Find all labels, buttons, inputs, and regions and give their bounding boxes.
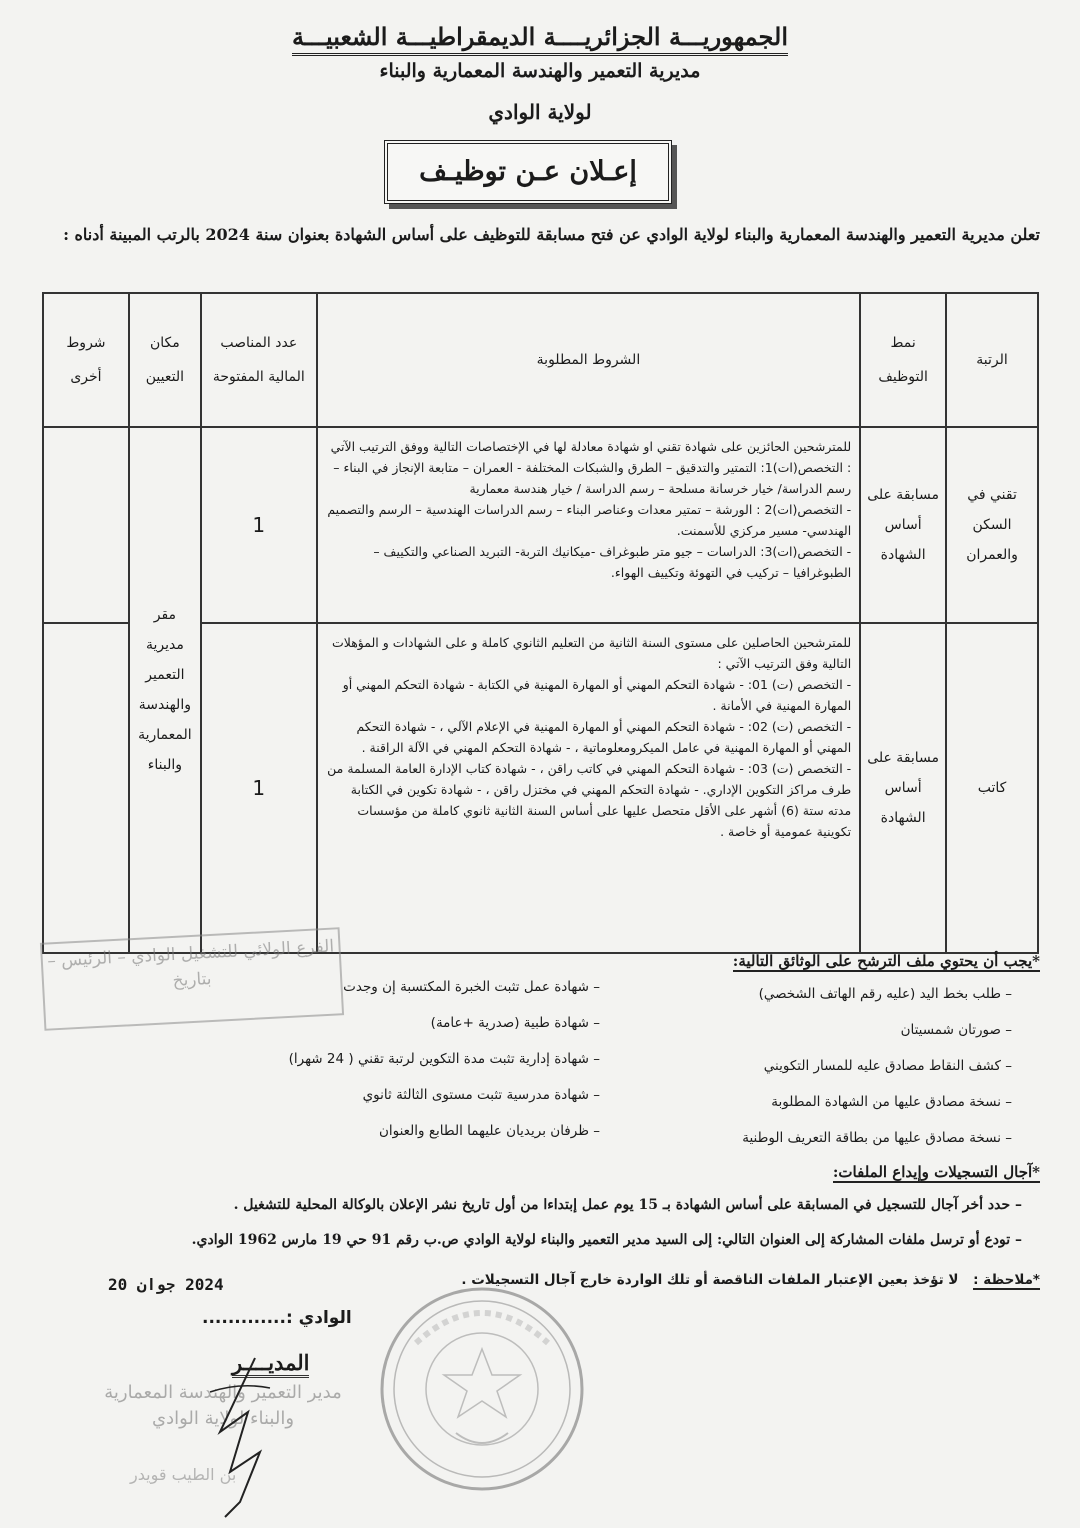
table-header-row — [43, 293, 1038, 427]
header-conditions: الشروط المطلوبة — [317, 293, 860, 427]
list-item: – نسخة مصادق عليها من الشهادة المطلوبة — [771, 1094, 1012, 1110]
condition-text: للمترشحين الحائزين على شهادة تقني او شهادة معادلة لها في الإختصاصات التالية ووفق الترتيب الآتي : التخصص(ات)1: التمتير والتدقيق – الطرق والشبكات المختلفة - العمران – متابعة الإنجاز في البناء – رسم الدراسة/ خيار خرسانة مسلحة – رسم الدراسة / خيار هندسة معمارية — [330, 439, 852, 496]
table-row — [43, 427, 1038, 623]
list-item: – شهادة إدارية تثبت مدة التكوين لرتبة تقني ( 24 شهرا) — [288, 1051, 600, 1067]
condition-text: - التخصص(ات)2 : الورشة – تمتير معدات وعناصر البناء – رسم الدراسات الهندسية – الرسم والتصميم الهندسي- مسير مركزي للأسمنت. — [327, 502, 852, 538]
list-item: – صورتان شمسيتان — [900, 1022, 1012, 1038]
employment-agency-stamp: الفرع الولائي للتشغيل الوادي – الرئيس – بتاريخ — [40, 927, 344, 1031]
note-label: *ملاحظة : — [973, 1272, 1040, 1288]
rank-cell: تقني في السكن والعمران — [946, 427, 1038, 623]
rank-cell: كاتب — [946, 623, 1038, 953]
faded-director-name: بن الطيب قويدر — [130, 1465, 237, 1484]
wilaya-header: لولاية الوادي — [488, 100, 592, 124]
list-item: – ظرفان بريديان عليهما الطابع والعنوان — [378, 1123, 600, 1139]
mode-cell: مسابقة على أساس الشهادة — [860, 427, 946, 623]
condition-text: - التخصص (ت) 01: - شهادة التحكم المهني أو المهارة المهنية في الكتابة - شهادة التحكم المهني أو المهارة المهنية في الأمانة . — [342, 677, 852, 713]
condition-text: - التخصص (ت) 02: - شهادة التحكم المهني أو المهارة المهنية في الإعلام الآلي ، - شهادة التحكم المهني أو المهارة المهنية في عامل الميكرومعلوماتية ، - شهادة التحكم المهني في الآلة الراقنة . — [356, 719, 852, 755]
other-cell — [43, 427, 129, 623]
conditions-cell — [317, 427, 860, 623]
place-cell: مقر مديرية التعمير والهندسة المعمارية والبناء — [129, 427, 201, 953]
list-item: – شهادة طبية (صدرية +عامة) — [430, 1015, 600, 1031]
signature-place: الوادي :............. — [202, 1308, 352, 1328]
list-item: – شهادة مدرسية تثبت مستوى الثالثة ثانوي — [362, 1087, 600, 1103]
list-item: – نسخة مصادق عليها من بطاقة التعريف الوطنية — [742, 1130, 1012, 1146]
signature-date: 2024 جوان 20 — [108, 1275, 224, 1294]
documents-list-right — [652, 986, 1012, 1166]
intro-paragraph: تعلن مديرية التعمير والهندسة المعمارية والبناء لولاية الوادي عن فتح مسابقة للتوظيف على أساس الشهادة بعنوان سنة 2024 بالرتب المبينة أدناه : — [63, 225, 1040, 244]
posts-cell: 1 — [201, 427, 317, 623]
condition-text: للمترشحين الحاصلين على مستوى السنة الثانية من التعليم الثانوي كاملة و على الشهادات و المؤهلات التالية وفق الترتيب الآتي : — [331, 635, 852, 671]
list-item: – طلب بخط اليد (عليه رقم الهاتف الشخصي) — [758, 986, 1012, 1002]
list-item: – شهادة عمل تثبت الخبرة المكتسبة إن وجدت — [343, 979, 600, 995]
faded-director-stamp: مدير التعمير والهندسة المعمارية والبناء لولاية الوادي — [104, 1382, 342, 1429]
handwritten-signature — [200, 1352, 280, 1522]
republic-header: الجمهوريـــة الجزائريــــة الديمقراطيـــة الشعبيـــة — [0, 22, 1080, 51]
posts-cell: 1 — [201, 623, 317, 953]
note-text: لا تؤخذ بعين الإعتبار الملفات الناقصة أو تلك الواردة خارج آجال التسجيلات . — [461, 1272, 959, 1288]
list-item: – كشف النقاط مصادق عليه للمسار التكويني — [763, 1058, 1012, 1074]
other-cell — [43, 623, 129, 953]
deadline-line: – حدد أخر آجال للتسجيل في المسابقة على أساس الشهادة بـ 15 يوم عمل إبتداءا من أول تاريخ نشر الإعلان بالوكالة المحلية للتشغيل . — [233, 1197, 1022, 1213]
header-place: مكان التعيين — [129, 293, 201, 427]
condition-text: - التخصص (ت) 03: - شهادة التحكم المهني في كاتب راقن ، - شهادة كتاب الإدارة العامة المسلمة من طرف مراكز التكوين الإداري. - شهادة التحكم المهني في مختزل راقن ، - شهادة تكوين في الكتابة مدته ستة (6) أشهر على الأقل متحصل عليها على أساس السنة الثانية ثانوي كاملة من مؤسسات تكوينية عمومية أو خاصة . — [327, 761, 852, 839]
jobs-table — [42, 292, 1039, 954]
conditions-cell — [317, 623, 860, 953]
header-other: شروط أخرى — [43, 293, 129, 427]
director-title: المديــــر — [232, 1350, 309, 1375]
note — [240, 1272, 1040, 1288]
documents-heading: *يجب أن يحتوي ملف الترشح على الوثائق التالية: — [732, 952, 1040, 970]
header-rank: الرتبة — [946, 293, 1038, 427]
deadline-line: – تودع أو ترسل ملفات المشاركة إلى العنوان التالي: إلى السيد مدير التعمير والبناء لولاية الوادي ص.ب رقم 91 حي 19 مارس 1962 الوادي. — [191, 1232, 1022, 1248]
mode-cell: مسابقة على أساس الشهادة — [860, 623, 946, 953]
header-mode: نمط التوظيف — [860, 293, 946, 427]
header-posts: عدد المناصب المالية المفتوحة — [201, 293, 317, 427]
condition-text: - التخصص(ات)3: الدراسات – جيو متر طبوغراف -ميكانيك التربة- التبريد الصناعي والتكييف – الطبوغرافيا – تركيب في التهوئة وتكييف الهواء. — [373, 544, 852, 580]
directorate-header: مديرية التعمير والهندسة المعمارية والبناء — [379, 60, 701, 82]
documents-list-left — [200, 979, 600, 1159]
announcement-title: إعـلان عـن توظيـف — [384, 140, 672, 204]
deadlines-heading: *آجال التسجيلات وإيداع الملفات: — [832, 1163, 1040, 1181]
official-seal-icon — [376, 1283, 588, 1495]
